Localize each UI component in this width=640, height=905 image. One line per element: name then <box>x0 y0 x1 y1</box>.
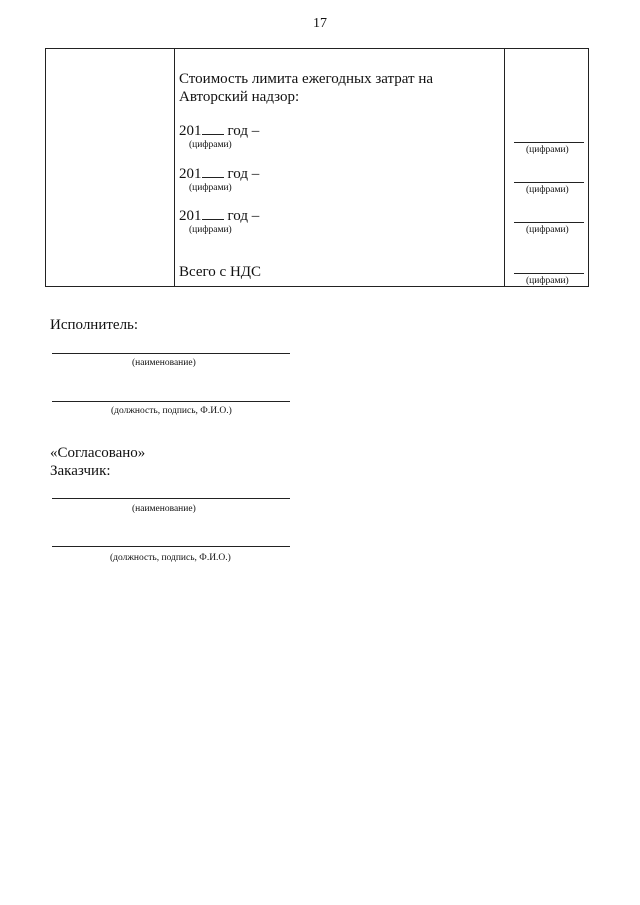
customer-signature-line[interactable] <box>52 546 290 547</box>
year-suffix: год – <box>227 166 260 182</box>
cost-table <box>45 48 589 287</box>
amount-caption: (цифрами) <box>526 185 569 195</box>
contractor-name-caption: (наименование) <box>132 358 196 368</box>
cost-title-line1: Стоимость лимита ежегодных затрат на <box>179 71 434 87</box>
contractor-signature-line[interactable] <box>52 401 290 402</box>
year-row-3 <box>179 207 259 225</box>
customer-signature-caption: (должность, подпись, Ф.И.О.) <box>110 553 231 563</box>
amount-line[interactable] <box>514 142 584 143</box>
customer-name-line[interactable] <box>52 498 290 499</box>
customer-name-caption: (наименование) <box>132 504 196 514</box>
amount-caption: (цифрами) <box>526 225 569 235</box>
year-suffix: год – <box>227 208 260 224</box>
total-label: Всего с НДС <box>179 264 262 280</box>
year-blank[interactable] <box>202 165 224 178</box>
total-amount-line[interactable] <box>514 273 584 274</box>
approved-label: «Согласовано» <box>50 445 146 461</box>
digits-caption: (цифрами) <box>189 225 232 235</box>
year-prefix: 201 <box>179 208 202 224</box>
contractor-name-line[interactable] <box>52 353 290 354</box>
year-blank[interactable] <box>202 122 224 135</box>
customer-label: Заказчик: <box>50 463 111 479</box>
year-row-2 <box>179 165 259 183</box>
column-divider <box>504 49 505 286</box>
page-number: 17 <box>313 16 327 31</box>
year-prefix: 201 <box>179 166 202 182</box>
total-amount-caption: (цифрами) <box>526 276 569 286</box>
column-divider <box>174 49 175 286</box>
digits-caption: (цифрами) <box>189 183 232 193</box>
amount-caption: (цифрами) <box>526 145 569 155</box>
year-blank[interactable] <box>202 207 224 220</box>
amount-line[interactable] <box>514 182 584 183</box>
digits-caption: (цифрами) <box>189 140 232 150</box>
year-suffix: год – <box>227 123 260 139</box>
amount-line[interactable] <box>514 222 584 223</box>
year-prefix: 201 <box>179 123 202 139</box>
contractor-signature-caption: (должность, подпись, Ф.И.О.) <box>111 406 232 416</box>
cost-title-line2: Авторский надзор: <box>179 89 300 105</box>
year-row-1 <box>179 122 259 140</box>
contractor-label: Исполнитель: <box>50 317 139 333</box>
